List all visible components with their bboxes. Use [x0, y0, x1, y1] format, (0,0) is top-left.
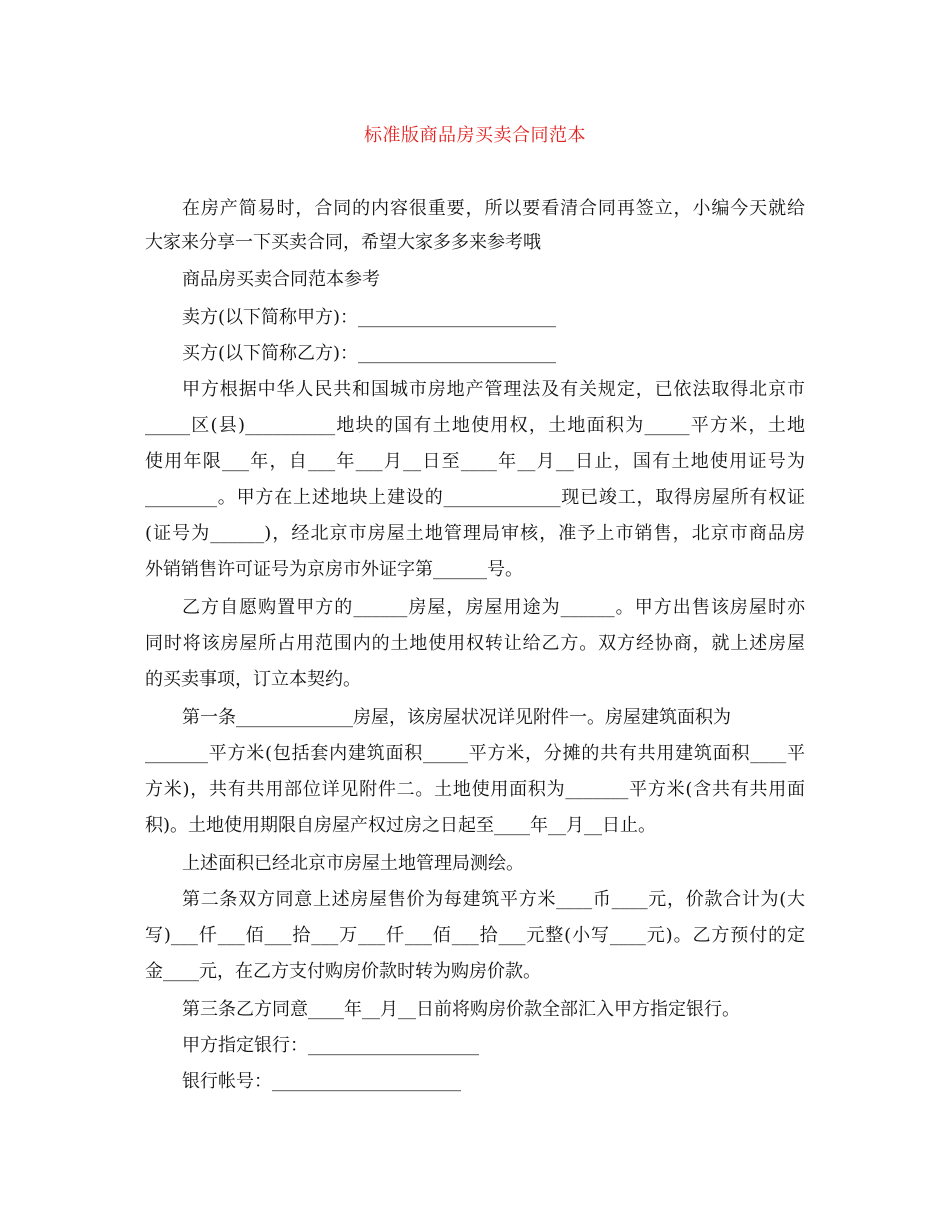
- paragraph-land-line-2: _____区(县)__________地块的国有土地使用权，土地面积为_____平方米，土地: [145, 415, 805, 436]
- buyer-field: 买方(以下简称乙方)：______________________: [182, 343, 557, 364]
- article-2-line-2: 写)___仟___佰___拾___万___仟___佰___拾___元整(小写____元)。乙方预付的定: [145, 925, 805, 946]
- paragraph-land-line-1: 甲方根据中华人民共和国城市房地产管理法及有关规定，已依法取得北京市: [182, 379, 805, 400]
- article-1-line-3: 方米)，共有共用部位详见附件二。土地使用面积为_______平方米(含共有共用面: [145, 779, 805, 800]
- article-3: 第三条乙方同意____年__月__日前将购房价款全部汇入甲方指定银行。: [182, 999, 740, 1020]
- paragraph-purchase-line-3: 的买卖事项，订立本契约。: [145, 669, 361, 690]
- paragraph-land-line-6: 外销销售许可证号为京房市外证字第______号。: [145, 559, 523, 580]
- paragraph-land-line-4: ________。甲方在上述地块上建设的_____________现已竣工，取得房屋所有权证: [145, 487, 805, 508]
- paragraph-purchase-line-2: 同时将该房屋所占用范围内的土地使用权转让给乙方。双方经协商，就上述房屋: [145, 633, 805, 654]
- paragraph-land-line-3: 使用年限___年，自___年___月__日至____年__月__日止，国有土地使用证号为: [145, 451, 805, 472]
- section-heading: 商品房买卖合同范本参考: [182, 269, 380, 290]
- article-1-line-1: 第一条_____________房屋，该房屋状况详见附件一。房屋建筑面积为: [182, 707, 731, 728]
- designated-bank-field: 甲方指定银行：___________________: [182, 1035, 479, 1056]
- article-1-line-2: _______平方米(包括套内建筑面积_____平方米，分摊的共有共用建筑面积____平: [145, 743, 805, 764]
- survey-note: 上述面积已经北京市房屋土地管理局测绘。: [182, 853, 524, 874]
- paragraph-intro-line-2: 大家来分享一下买卖合同，希望大家多多来参考哦: [145, 232, 541, 253]
- article-2-line-1: 第二条双方同意上述房屋售价为每建筑平方米____币____元，价款合计为(大: [182, 889, 805, 910]
- article-1-line-4: 积)。土地使用期限自房屋产权过房之日起至____年__月__日止。: [145, 815, 657, 836]
- article-2-line-3: 金____元，在乙方支付购房价款时转为购房价款。: [145, 961, 541, 982]
- paragraph-purchase-line-1: 乙方自愿购置甲方的______房屋，房屋用途为______。甲方出售该房屋时亦: [182, 597, 805, 618]
- bank-account-field: 银行帐号：_____________________: [182, 1071, 461, 1092]
- seller-field: 卖方(以下简称甲方)：______________________: [182, 307, 557, 328]
- paragraph-land-line-5: (证号为______)，经北京市房屋土地管理局审核，准予上市销售，北京市商品房: [145, 523, 805, 544]
- paragraph-intro-line-1: 在房产简易时，合同的内容很重要，所以要看清合同再签立，小编今天就给: [182, 198, 805, 219]
- document-title: 标准版商品房买卖合同范本: [364, 125, 586, 146]
